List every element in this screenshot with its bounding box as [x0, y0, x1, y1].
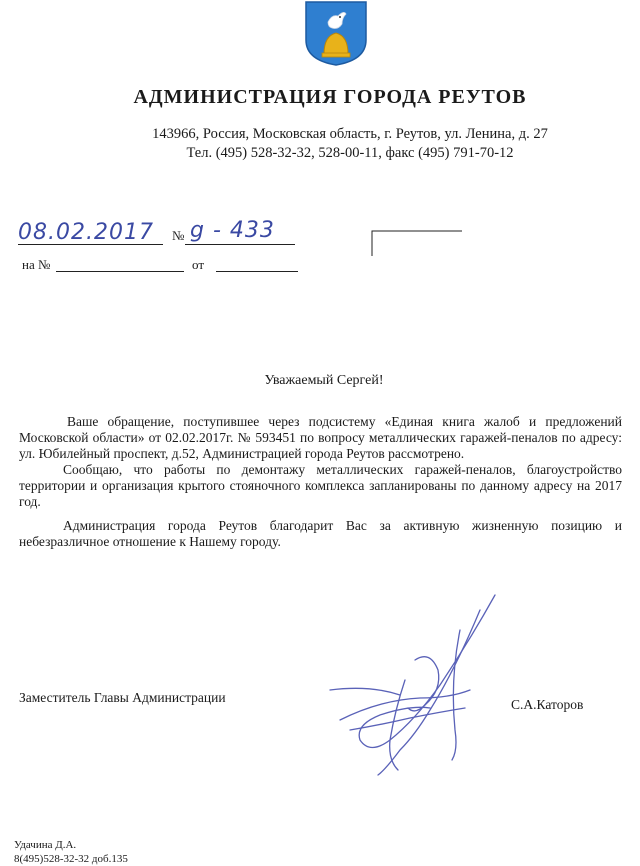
paragraph: Администрация города Реутов благодарит Вас за активную жизненную позицию и небезразличное отношение к Нашему городу.: [19, 518, 622, 549]
organization-title: АДМИНИСТРАЦИЯ ГОРОДА РЕУТОВ: [133, 86, 527, 108]
signatory-name: С.А.Каторов: [511, 697, 584, 712]
phone-line: Тел. (495) 528-32-32, 528-00-11, факс (495) 791-70-12: [186, 145, 514, 161]
signatory-position: Заместитель Главы Администрации: [19, 690, 226, 705]
city-crest-emblem: [302, 0, 370, 66]
executor-name: Удачина Д.А.: [14, 839, 77, 851]
letter-body: [19, 414, 622, 550]
handwritten-date: 08.02.2017: [18, 220, 154, 245]
ot-underline: [216, 271, 298, 272]
handwritten-signature: [320, 590, 510, 790]
na-underline: [56, 271, 184, 272]
executor-phone: 8(495)528-32-32 доб.135: [14, 853, 128, 865]
paragraph: Ваше обращение, поступившее через подсистему «Единая книга жалоб и предложений Московской области» от 02.02.2017г. № 593451 по вопросу металлических гаражей-пеналов по адресу: ул. Юбилейный проспект, д.52, Администрацией города Реутов рассмотрено.: [19, 414, 622, 461]
date-underline: [18, 244, 163, 245]
ot-label: от: [192, 257, 205, 272]
paragraph: Сообщаю, что работы по демонтажу металлических гаражей-пеналов, благоустройство территории и организация крытого стояночного комплекса запланированы по данному адресу на 2017 год.: [19, 462, 622, 509]
na-label: на №: [22, 257, 51, 272]
greeting: Уважаемый Сергей!: [264, 373, 384, 388]
number-label: №: [172, 228, 185, 243]
number-underline: [185, 244, 295, 245]
address-corner-mark: [370, 228, 465, 258]
address-line: 143966, Россия, Московская область, г. Реутов, ул. Ленина, д. 27: [152, 126, 548, 142]
handwritten-number: g - 433: [190, 218, 275, 243]
